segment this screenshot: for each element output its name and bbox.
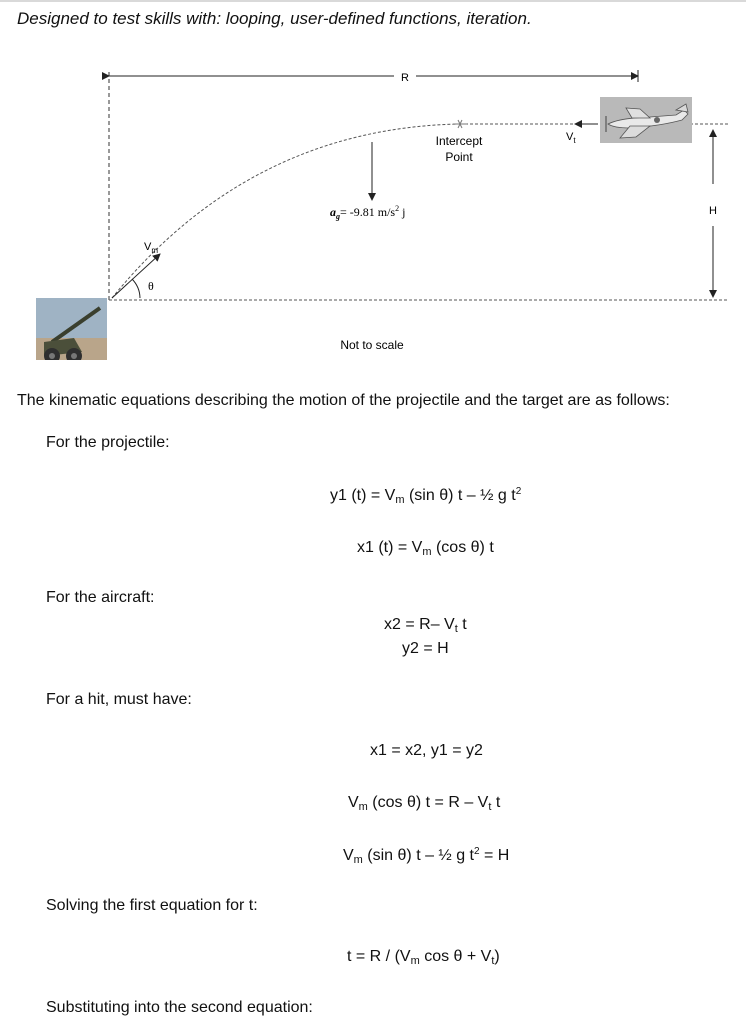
equation-hit-x: $V_m$ (cos θ) $t = R - V_t$ t: [348, 794, 501, 813]
intro-text: The kinematic equations describing the motion of the projectile and the target are as follows:: [17, 392, 670, 409]
gravity-label: $a_g= -9.81$ $m/s^2$ j: [330, 204, 406, 221]
height-dimension: [709, 130, 717, 297]
height-label: H: [709, 205, 717, 217]
top-border: [0, 0, 746, 2]
aircraft-image: [600, 97, 692, 143]
range-label: R: [401, 72, 409, 84]
equation-y2: y2 = H: [402, 640, 449, 657]
trajectory-diagram: [0, 60, 746, 360]
page-header: Designed to test skills with: looping, user-defined functions, iteration.: [17, 9, 532, 28]
equation-x1: x1 $(t) = V_m$ (cos θ) t: [357, 539, 494, 558]
projectile-trajectory: [112, 124, 460, 298]
muzzle-velocity-label: $V_m$: [144, 241, 159, 255]
equation-hit-condition: x1 = x2, y1 = y2: [370, 742, 483, 759]
hit-label: For a hit, must have:: [46, 691, 192, 708]
intercept-marker: [453, 120, 467, 128]
angle-label: θ: [148, 279, 154, 293]
target-velocity-label: $V_t$: [566, 131, 576, 145]
aircraft-label: For the aircraft:: [46, 589, 155, 606]
scale-note: Not to scale: [340, 338, 404, 352]
projectile-label: For the projectile:: [46, 434, 170, 451]
equation-x2: x2 = R– $V_t$ t: [384, 616, 467, 635]
cannon-image: [36, 298, 107, 360]
range-dimension: [109, 70, 638, 84]
equation-y1: y1 $(t) = V_m$ (sin θ) t – ½ g $t^2$: [330, 486, 522, 506]
intercept-label-line1: Intercept: [435, 134, 483, 148]
equation-t: $t = R / (V_m$ $\cos \theta + V_t$): [347, 948, 500, 967]
substituting-label: Substituting into the second equation:: [46, 999, 313, 1016]
solving-label: Solving the first equation for t:: [46, 897, 258, 914]
angle-arc: [132, 279, 140, 298]
equation-hit-y: $V_m$ (sin θ) t – ½ g $t^2 = H$: [343, 846, 510, 866]
intercept-label-line2: Point: [445, 150, 473, 164]
